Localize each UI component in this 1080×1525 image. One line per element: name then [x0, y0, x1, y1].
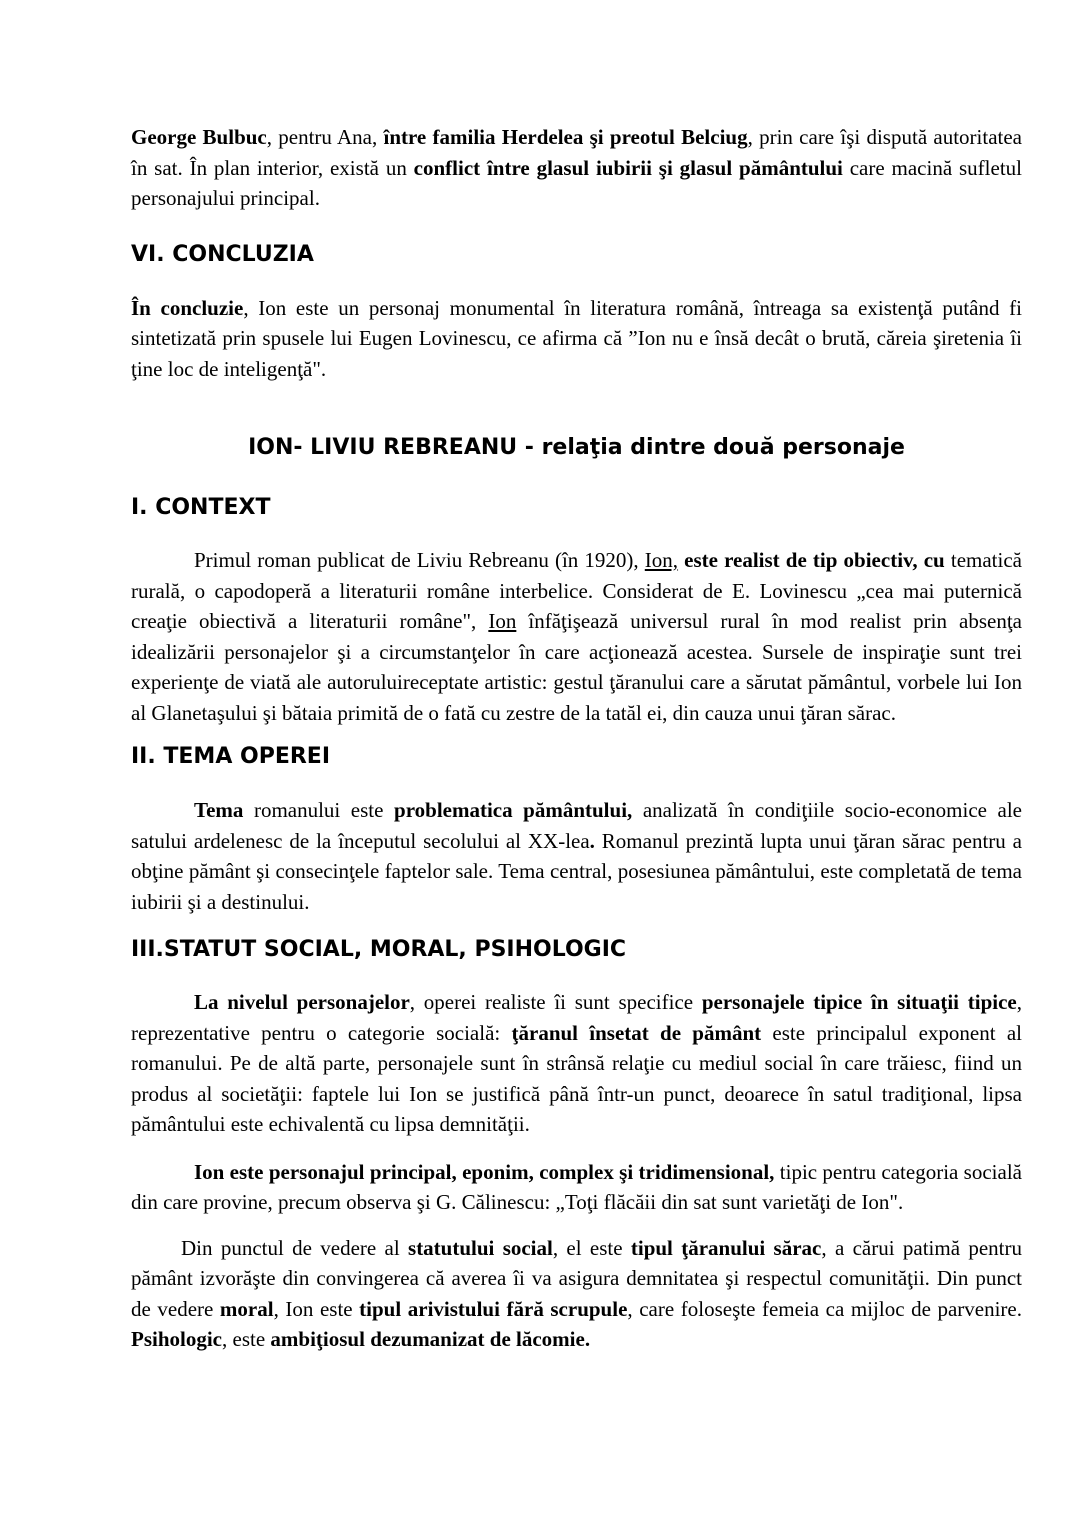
text-run: George Bulbuc: [131, 125, 267, 149]
text-run: conflict între glasul iubirii şi glasul pământului: [413, 155, 843, 180]
text-run: este realist de tip obiectiv, cu: [684, 548, 945, 572]
heading-statut: III.STATUT SOCIAL, MORAL, PSIHOLOGIC: [131, 937, 627, 962]
text-run: Romanul prezintă lupta unui ţăran sărac pentru a obţine pământ şi consecinţele faptelor sale. Tema central, posesiunea pământului, este completată de tema iubirii şi a destinului.: [131, 828, 1022, 914]
text-run: ţăranul însetat de pământ: [511, 1020, 762, 1045]
text-run: tipul arivistului fără scrupule: [359, 1296, 628, 1321]
text-run: , a cărui patimă pentru pământ izvorăşte din convingerea că averea îi va asigura demnitatea şi respectul comunităţii. Din punct de vedere: [131, 1235, 1022, 1321]
paragraph-concluzie: [131, 293, 1022, 385]
text-run: analizată în condiţiile socio-economice ale satului ardelenesc de la începutul secolului al XX-lea: [131, 798, 1023, 853]
text-run: Ion: [488, 609, 517, 633]
text-run: , este: [222, 1327, 271, 1351]
text-run: este principalul exponent al romanului. Pe de altă parte, personajele sunt în strânsă relaţie cu mediul social în care trăiesc, fiind un produs al societăţii: faptele lui Ion se justifică până într-un punct, deoarece în satul tradiţional, lipsa pământului este echivalentă cu lipsa demnităţii.: [131, 1020, 1022, 1136]
paragraph-statut-social: [131, 1233, 1022, 1355]
text-run: La nivelul personajelor: [194, 990, 410, 1014]
text-run: Psihologic: [131, 1327, 223, 1351]
text-run: Primul roman publicat de Liviu Rebreanu (în 1920),: [194, 548, 645, 572]
text-run: între familia Herdelea şi preotul Belciug: [383, 125, 748, 149]
text-run: Ion este personajul principal, eponim, complex şi tridimensional,: [194, 1159, 775, 1184]
text-run: În concluzie: [131, 295, 244, 320]
text-run: personajele tipice în situaţii tipice: [701, 990, 1017, 1014]
text-run: tipic pentru categoria socială din care provine, precum observa şi G. Călinescu: „Toţi flăcăii din sat sunt varietăţi de Ion".: [131, 1159, 1022, 1214]
text-run: , reprezentative pentru o categorie socială:: [131, 990, 1022, 1045]
text-run: , Ion este: [273, 1296, 360, 1321]
text-run: problematica pământului,: [394, 798, 633, 822]
text-run: Tema: [194, 798, 244, 822]
paragraph-statut: [131, 987, 1022, 1140]
text-run: , pentru Ana,: [266, 125, 384, 149]
heading-concluzia: VI. CONCLUZIA: [131, 241, 314, 267]
text-run: statutului social: [408, 1235, 553, 1260]
paragraph-tema: [131, 795, 1022, 917]
text-run: Din punctul de vedere al: [181, 1235, 409, 1260]
text-run: ambiţiosul dezumanizat de lăcomie.: [270, 1327, 591, 1351]
text-run: Ion,: [644, 548, 679, 572]
document-title: ION- LIVIU REBREANU - relaţia dintre două personaje: [248, 435, 905, 460]
heading-tema-operei: II. TEMA OPEREI: [131, 744, 331, 769]
text-run: tipul ţăranului sărac: [630, 1235, 822, 1260]
text-run: .: [589, 828, 595, 853]
text-run: tematică rurală, o capodoperă a literaturii române interbelice. Considerat de E. Lovinescu „cea mai puternică creaţie obiectivă a literaturii române",: [131, 548, 1022, 633]
paragraph-context: [131, 545, 1022, 728]
paragraph-conflict: [131, 122, 1022, 214]
text-run: , care foloseşte femeia ca mijloc de parvenire.: [627, 1296, 1022, 1321]
text-run: , prin care îşi dispută autoritatea în sat. În plan interior, există un: [131, 125, 1023, 180]
text-run: moral: [219, 1296, 274, 1321]
text-run: , Ion este un personaj monumental în literatura română, întreaga sa existenţă putând fi sintetizată prin spusele lui Eugen Lovinescu, ce afirma că ”Ion nu e însă decât o brută, căreia şiretenia îi ţine loc de inteligenţă".: [131, 295, 1022, 381]
heading-context: I. CONTEXT: [131, 495, 271, 520]
text-run: romanului este: [243, 798, 395, 822]
text-run: care macină sufletul personajului principal.: [131, 155, 1022, 210]
text-run: , operei realiste îi sunt specifice: [409, 990, 702, 1014]
paragraph-ion-personaj: [131, 1157, 1022, 1218]
text-run: înfăţişează universul rural în mod realist prin absenţa idealizării personajelor şi a circumstanţelor în care acţionează acestea. Sursele de inspiraţie sunt trei experienţe de viată ale autoruluireceptate artistic: gestul ţăranului care a sărutat pământul, vorbele lui Ion al Glanetaşului şi bătaia primită de o fată cu zestre de la tatăl ei, din cauza unui ţăran sărac.: [131, 609, 1022, 725]
text-run: , el este: [552, 1235, 631, 1260]
